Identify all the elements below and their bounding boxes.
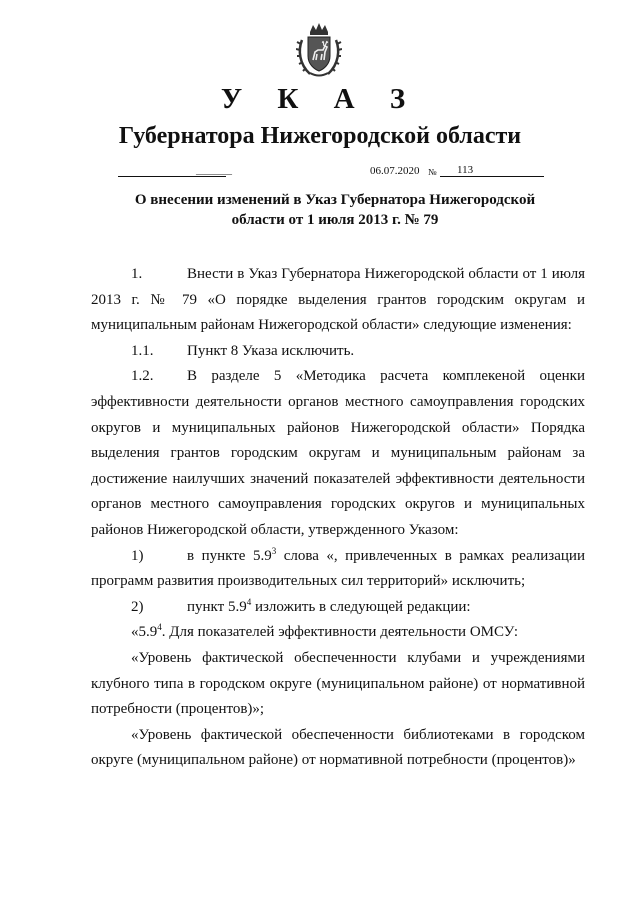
heading-line-2: области от 1 июля 2013 г. № 79 — [231, 212, 439, 228]
quote-indicator-libraries: «Уровень фактической обеспеченности библиотеками в городском округе (муниципальном районе) от нормативной потребности (процентов)» — [91, 726, 585, 769]
date-left-line — [118, 176, 226, 177]
number-label: № — [428, 167, 437, 177]
subpoint-1-number: 1) — [131, 547, 144, 564]
quote-indicator-clubs: «Уровень фактической обеспеченности клубами и учреждениями клубного типа в городском округе (муниципальном районе) от нормативной потребности (процентов)»; — [91, 649, 585, 718]
subpoint-2-text-a: пункт 5.9 — [187, 598, 247, 615]
number-line — [440, 176, 544, 177]
paragraph-1-number: 1. — [131, 266, 143, 282]
paragraph-1-text: Внести в Указ Губернатора Нижегородской области от 1 июля 2013 г. № 79 «О порядке выделения грантов городским округам и муниципальным районам Нижегородской области» следующие изменения: — [91, 266, 585, 334]
quote-intro-sup: 4 — [157, 622, 162, 633]
paragraph-1-2 — [91, 364, 585, 543]
paragraph-1 — [91, 262, 585, 339]
subpoint-1-text-a: в пункте 5.9 — [187, 547, 272, 564]
paragraph-1-1-text: Пункт 8 Указа исключить. — [187, 342, 355, 359]
coat-of-arms-icon — [296, 22, 342, 78]
decree-title: У К А З — [220, 83, 420, 115]
subpoint-2-number: 2) — [131, 598, 144, 615]
paragraph-1-1-number: 1.1. — [131, 342, 154, 359]
document-body — [91, 262, 585, 774]
subpoint-1 — [91, 544, 585, 595]
subpoint-1-text-b: слова «, привлеченных в рамках реализации программ развития производительных сил территорий» исключить; — [91, 547, 585, 590]
subpoint-2-sup: 4 — [246, 596, 252, 607]
paragraph-1-2-text: В разделе 5 «Методика расчета комплекеной оценки эффективности деятельности органов местного самоуправления городских округов и муниципальных районов Нижегородской области» Порядка выделения грантов городским округам и муниципальным районам за достижение наилучших значений показателей эффективности деятельности органов местного самоуправления городских округов и муниципальных районов Нижегородской области, утвержденного Указом: — [91, 368, 585, 538]
heading-line-1: О внесении изменений в Указ Губернатора Нижегородской — [134, 192, 536, 208]
quote-intro — [91, 620, 585, 646]
quote-intro-text-a: «5.9 — [131, 624, 158, 641]
document-heading — [120, 190, 550, 230]
subpoint-2 — [91, 595, 585, 621]
subpoint-2-text-b: изложить в следующей редакции: — [251, 598, 471, 615]
decree-date: 06.07.2020 — [370, 165, 420, 177]
subpoint-1-sup: 3 — [271, 545, 277, 556]
decree-issuer: Губернатора Нижегородской области — [118, 123, 522, 149]
paragraph-1-2-number: 1.2. — [131, 368, 154, 385]
date-left-mark: ________ — [196, 166, 232, 176]
date-number-row — [0, 163, 640, 183]
decree-number: 113 — [457, 164, 474, 176]
paragraph-1-1 — [91, 339, 585, 365]
quote-intro-text-b: . Для показателей эффективности деятельности ОМСУ: — [161, 624, 519, 641]
